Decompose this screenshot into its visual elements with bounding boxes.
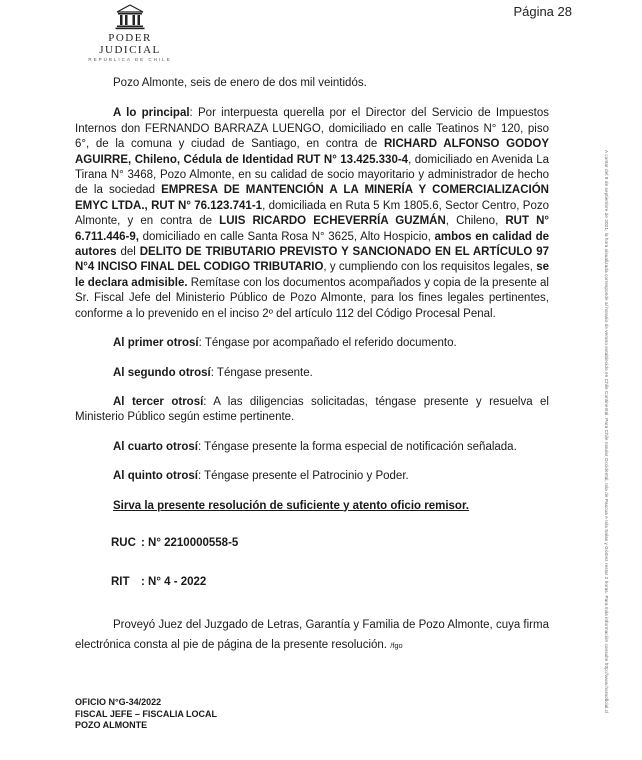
date-line: Pozo Almonte, seis de enero de dos mil veintidós.: [113, 77, 367, 89]
oficio-location: POZO ALMONTE: [75, 720, 148, 730]
rit-label: RIT: [111, 576, 130, 589]
poder-judicial-logo: [80, 4, 180, 62]
proveyo-text: Proveyó Juez del Juzgado de Letras, Garantía y Familia de Pozo Almonte, cuya firma electrónica consta al pie de página de la presente resolución.: [75, 618, 549, 651]
otrosi-label: Al segundo otrosí: [113, 366, 211, 379]
principal-segment: Remítase con los documentos acompañados y copia de la presente al Sr. Fiscal Jefe del Ministerio Público de Pozo Almonte, para los fines legales pertinentes, conforme a lo prevenido en el inciso 2º del artículo 112 del Código Procesal Penal.: [75, 276, 549, 320]
proveyo-paragraph: [75, 615, 549, 656]
principal-segment: : Por interpuesta querella por el Director del Servicio de Impuestos Internos don FERNANDO BARRAZA LUENGO, domiciliado en calle Teatinos N° 120, piso 6°, de la comuna y ciudad de Santiago, en contra de: [75, 107, 549, 151]
sirva-line: Sirva la presente resolución de suficiente y atento oficio remisor.: [113, 499, 469, 512]
otrosi-text: : Téngase presente el Patrocinio y Poder.: [197, 470, 409, 483]
otrosi-item: [75, 395, 549, 426]
ruc-label: RUC: [111, 536, 136, 549]
principal-segment: , domiciliada en Ruta 5 Km 1805.6, Sector Centro, Pozo Almonte, y en contra de: [75, 199, 549, 228]
rit-value: : N° 4 - 2022: [141, 576, 207, 589]
otrosi-text: : Téngase por acompañado el referido documento.: [198, 337, 457, 350]
principal-segment: LUIS RICARDO ECHEVERRÍA GUZMÁN: [219, 215, 446, 228]
otrosi-label: Al primer otrosí: [113, 337, 199, 350]
courthouse-emblem-icon: [115, 4, 145, 30]
principal-segment: ambos en calidad de autores: [75, 230, 550, 259]
oficio-footer: [75, 697, 217, 732]
principal-segment: , y cumpliendo con los requisitos legales,: [323, 261, 537, 274]
otrosi-item: [75, 366, 549, 381]
rit-line: [75, 575, 549, 590]
principal-paragraph: [75, 106, 549, 322]
otrosi-text: : A las diligencias solicitadas, téngase presente y resuelva el Ministerio Público según estime pertinente.: [75, 395, 549, 424]
oficio-recipient: FISCAL JEFE – FISCALIA LOCAL: [75, 708, 218, 719]
principal-segment: del: [116, 246, 140, 259]
ruc-line: [75, 536, 549, 551]
oficio-number: OFICIO N°G-34/2022: [75, 697, 162, 707]
otrosi-list: [75, 336, 549, 484]
principal-segment: RICHARD ALFONSO GODOY AGUIRRE, Chileno, Cédula de Identidad RUT N° 13.425.330-4: [75, 138, 549, 166]
otrosi-label: Al cuarto otrosí: [113, 440, 198, 453]
otrosi-item: [75, 469, 549, 484]
principal-segment: domiciliado en calle Santa Rosa N° 3625, Alto Hospicio,: [138, 230, 435, 243]
principal-segment: , Chileno,: [445, 215, 506, 228]
otrosi-text: : Téngase presente la forma especial de notificación señalada.: [197, 440, 517, 453]
principal-segment: se le declara admisible.: [75, 261, 549, 289]
principal-segment: A lo principal: [113, 107, 190, 120]
org-name: PODER JUDICIAL: [99, 32, 161, 56]
initials: /fgo: [390, 640, 403, 650]
principal-segment: EMPRESA DE MANTENCIÓN A LA MINERÍA Y COMERCIALIZACIÓN EMYC LTDA., RUT N° 76.123.741-1: [75, 184, 549, 212]
resolution-body: [75, 76, 549, 656]
principal-segment: DELITO DE TRIBUTARIO PREVISTO Y SANCIONADO EN EL ARTÍCULO 97 N°4 INCISO FINAL DEL CODIGO TRIBUTARIO: [75, 246, 549, 274]
ruc-value: : N° 2210000558-5: [141, 536, 239, 549]
otrosi-item: [75, 440, 549, 455]
otrosi-label: Al quinto otrosí: [113, 470, 198, 483]
principal-segment: , domiciliado en Avenida La Tirana N° 3468, Pozo Almonte, en su calidad de socio mayoritario y administrador de hecho de la sociedad: [75, 153, 549, 197]
page-number: Página 28: [513, 4, 572, 19]
otrosi-text: : Téngase presente.: [210, 366, 313, 379]
otrosi-label: Al tercer otrosí: [113, 395, 204, 408]
country-name: REPÚBLICA DE CHILE: [88, 57, 172, 62]
timezone-side-note: A contar del 8 de septiembre de 2021, la hora visualizada corresponde al horario de verano establecido en Chile Continental. Para Chile Insular Occidental, Isla de Pascua e Isla Salas y Gómez restar 2 horas. Para más información consulte http://www.horaoficial.cl: [604, 150, 609, 714]
otrosi-item: [75, 336, 549, 351]
principal-segment: RUT N° 6.711.446-9,: [75, 215, 550, 243]
